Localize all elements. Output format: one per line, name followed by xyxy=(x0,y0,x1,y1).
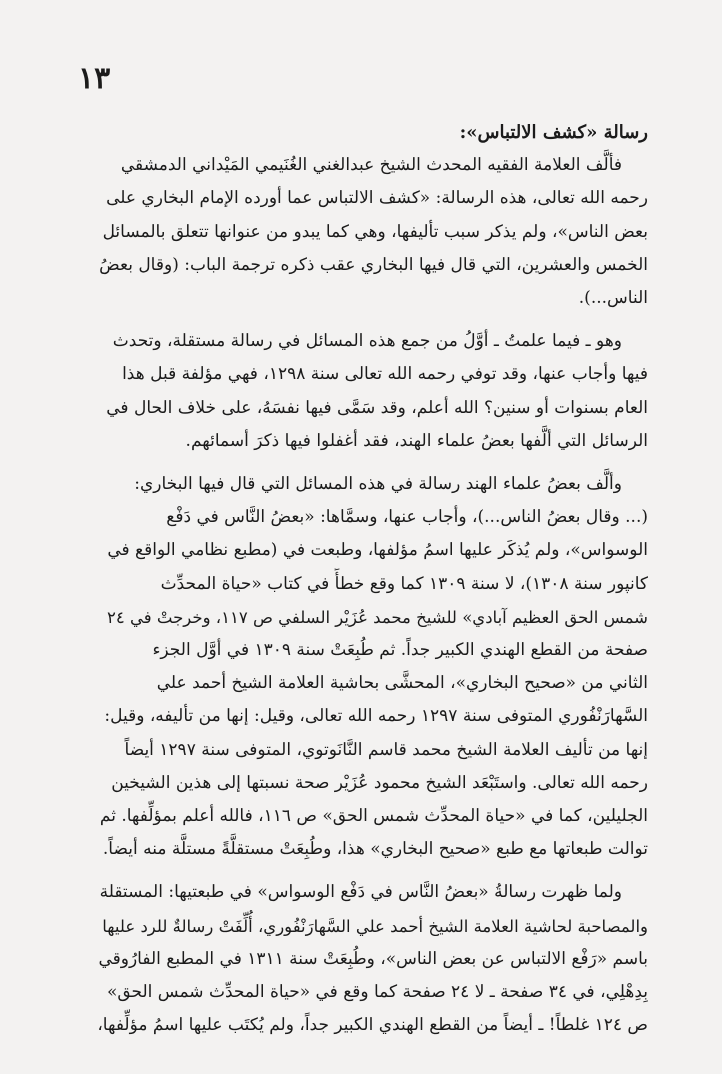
text-line: ولما ظهرت رسالةُ «بعضُ النَّاس في دَفْع الوسواس» في طبعتيها: المستقلة xyxy=(99,882,622,903)
paragraph-gap xyxy=(96,315,648,325)
text-line: صفحة من القطع الهندي الكبير جداً. ثم طُبِعَتْ سنة ١٣٠٩ في أوَّل الجزء xyxy=(152,640,648,661)
text-line: بعض الناس»، ولم يذكر سبب تأليفها، وهي كما يبدو من عنوانها تتعلق بالمسائل xyxy=(102,221,648,242)
text-line: رحمه الله تعالى. واستَبْعَد الشيخ محمود عُزَيْر صحة نسبتها إلى هذين الشيخين xyxy=(111,772,648,793)
text-line: رحمه الله تعالى، هذه الرسالة: «كشف الالتباس عما أورده الإمام البخاري على xyxy=(106,188,648,209)
text-line: السَّهارَنْفُوري المتوفى سنة ١٢٩٧ رحمه الله تعالى، وقيل: إنها من تأليفه، وقيل: xyxy=(104,706,648,727)
paragraph-gap xyxy=(96,458,648,468)
paragraph-1 xyxy=(96,149,648,315)
text-line: الخمس والعشرين، التي قال فيها البخاري عقب ذكره ترجمة الباب: (وقال بعضُ xyxy=(99,254,648,275)
text-line: باسم «رَفْع الالتباس عن بعض الناس»، وطُبِعَتْ سنة ١٣١١ في المطبع الفارُوقي xyxy=(98,948,648,969)
text-line: الوسواس»، ولم يُذكَر عليها اسمُ مؤلفها، وطبعت في (مطبع نظامي الواقع في xyxy=(107,540,648,561)
text-line: فيها وأجاب عنها، وقد توفي رحمه الله تعالى سنة ١٢٩٨، فهي مؤلفة قبل هذا xyxy=(122,364,648,385)
paragraph-2 xyxy=(96,325,648,458)
body-text xyxy=(96,116,648,1042)
text-line: كانپور سنة ١٣٠٨)، لا سنة ١٣٠٩ كما وقع خطأً في كتاب «حياة المحدِّث xyxy=(160,573,648,594)
text-line: وهو ـ فيما علمتُ ـ أوَّلُ من جمع هذه المسائل في رسالة مستقلة، وتحدث xyxy=(112,331,622,352)
paragraph-gap xyxy=(96,866,648,876)
text-line: الثاني من «صحيح البخاري»، المحشَّى بحاشية العلامة الشيخ أحمد علي xyxy=(156,673,648,694)
page-number: ١٣ xyxy=(78,61,111,96)
paragraph-3 xyxy=(96,468,648,866)
text-line: والمصاحبة لحاشية العلامة الشيخ أحمد علي السَّهارَنْفُوري، أُلِّفَتْ رسالةٌ للرد عليها xyxy=(102,916,648,936)
text-line: شمس الحق العظيم آبادي» للشيخ محمد عُزَيْر السلفي ص ١١٧، وخرجتْ في ٢٤ xyxy=(107,607,648,627)
text-line: فألَّف العلامة الفقيه المحدث الشيخ عبدالغني الغُنَيمي المَيْداني الدمشقي xyxy=(120,155,622,176)
text-line: ص ١٢٤ غلطاً! ـ أيضاً من القطع الهندي الكبير جداً، ولم يُكتَب عليها اسمُ مؤلِّفها، xyxy=(97,1015,648,1036)
paragraph-4 xyxy=(96,876,648,1042)
text-line: (... وقال بعضُ الناس...)، وأجاب عنها، وسمَّاها: «بعضُ النَّاس في دَفْع xyxy=(166,507,648,528)
text-line: الجليلين، كما في «حياة المحدِّث شمس الحق» ص ١١٦، فالله أعلم بمؤلِّفها. ثم xyxy=(99,806,648,827)
text-line: الرسائل التي ألَّفها بعضُ علماء الهند، فقد أغفلوا فيها ذكرَ أسمائهم. xyxy=(185,430,648,451)
text-line: الناس...). xyxy=(578,288,648,309)
section-heading: رسالة «كشف الالتباس»: xyxy=(459,122,648,143)
text-line: إنها من تأليف العلامة الشيخ محمد قاسم النَّانَوتوي، المتوفى سنة ١٢٩٧ أيضاً xyxy=(124,739,648,760)
text-line: وألَّف بعضُ علماء الهند رسالة في هذه المسائل التي قال فيها البخاري: xyxy=(134,474,622,495)
text-line: توالت طبعاتها مع طبع «صحيح البخاري» هذا، وطُبِعَتْ مستقلَّةً مستلَّة منه أيضاً. xyxy=(102,839,648,860)
text-line: بِدِهْلِي، في ٣٤ صفحة ـ لا ٢٤ صفحة كما وقع في «حياة المحدِّث شمس الحق» xyxy=(106,982,648,1003)
text-line: العام بسنوات أو سنين؟ الله أعلم، وقد سَمَّى فيها نفسَهُ، على خلاف الحال في xyxy=(106,397,648,418)
